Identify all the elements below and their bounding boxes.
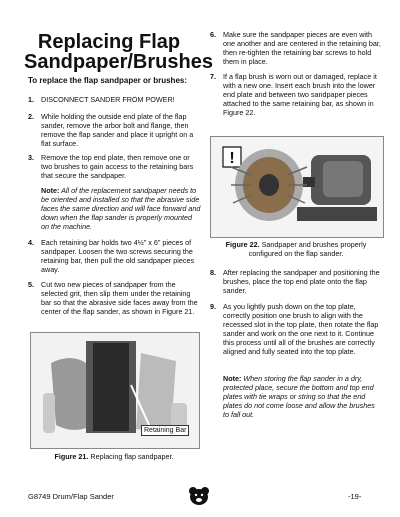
step-2 [28,112,200,148]
step-text: Remove the top end plate, then remove one or two brushes to gain access to the retaining bars that secure the sandpaper. [41,153,194,180]
note-storage [223,374,381,419]
footer-title: G8749 Drum/Flap Sander [28,492,114,501]
intro-heading: To replace the flap sandpaper or brushes: [28,76,187,85]
retaining-bar-callout: Retaining Bar [141,425,189,436]
step-text: Each retaining bar holds two 4½" x 6" pieces of sandpaper. Loosen the two screws securing the retaining bar, then pull the old sandpaper pieces away. [41,238,195,274]
step-4 [28,238,200,274]
note-text: All of the replacement sandpaper needs to be oriented and installed so that the abrasive side faces the same direction and will face forward and down when the flap sander is properly mounted on the machine. [41,186,201,231]
page-title: Replacing Flap Sandpaper/Brushes [24,31,213,73]
step-text: While holding the outside end plate of the flap sander, remove the arbor bolt and flange, then remove the flap sander and place it upright on a flat surface. [41,112,194,148]
step-text: DISCONNECT SANDER FROM POWER! [41,95,175,104]
figure-21-caption [30,452,198,461]
grizzly-bear-logo [188,486,210,511]
page-number: -19- [348,492,362,501]
step-number: 7. [210,72,216,81]
step-number: 2. [28,112,34,121]
step-3 [28,153,200,180]
step-text: Make sure the sandpaper pieces are even with one another and are centered in the retaining bar, then re-tighten the retaining bar screws to hold them in place. [223,30,381,66]
step-number: 1. [28,95,34,104]
bear-icon [188,486,210,506]
figure-label: Figure 22. [225,240,260,249]
step-text: If a flap brush is worn out or damaged, replace it with a new one. Insert each brush into the lower end plate and between two sandpaper pieces attached to the same retaining bar, as shown in Figure 22. [223,72,377,117]
flap-sander-brushes-illustration [211,137,383,237]
note-label: Note: [223,374,242,383]
caption-text: Replacing flap sandpaper. [90,452,174,461]
figure-22-caption [210,240,382,258]
step-text: As you lightly push down on the top plate, correctly position one brush to align with the recessed slot in the top plate, then rotate the flap sander and work on the one next to it. Continue this process until all of the brushes are correctly aligned and fully seated into the top plate. [223,302,379,356]
step-number: 3. [28,153,34,162]
svg-text:!: ! [229,150,235,167]
figure-21-image [30,332,200,449]
step-1 [28,95,200,104]
figure-22-image [210,136,384,238]
step-number: 6. [210,30,216,39]
note-label: Note: [41,186,60,195]
step-number: 8. [210,268,216,277]
step-9 [210,302,382,356]
step-number: 4. [28,238,34,247]
step-5 [28,280,200,316]
step-number: 5. [28,280,34,289]
step-number: 9. [210,302,216,311]
note-sandpaper-orientation [41,186,201,231]
step-text: Cut two new pieces of sandpaper from the selected grit, then slip them under the retaining bar so that the abrasive side faces away from the center of the flap sander, as shown in Figure 21. [41,280,198,316]
step-text: After replacing the sandpaper and positioning the brushes, place the top end plate onto the flap sander. [223,268,380,295]
step-6 [210,30,382,66]
step-8 [210,268,382,295]
step-7 [210,72,382,117]
figure-label: Figure 21. [54,452,89,461]
caption-text: Sandpaper and brushes properly configured on the flap sander. [248,240,367,258]
note-text: When storing the flap sander in a dry, protected place, secure the bottom and top end plates with tie wraps or string so that the end plates do not come loose and allow the brushes to fall out. [223,374,375,419]
